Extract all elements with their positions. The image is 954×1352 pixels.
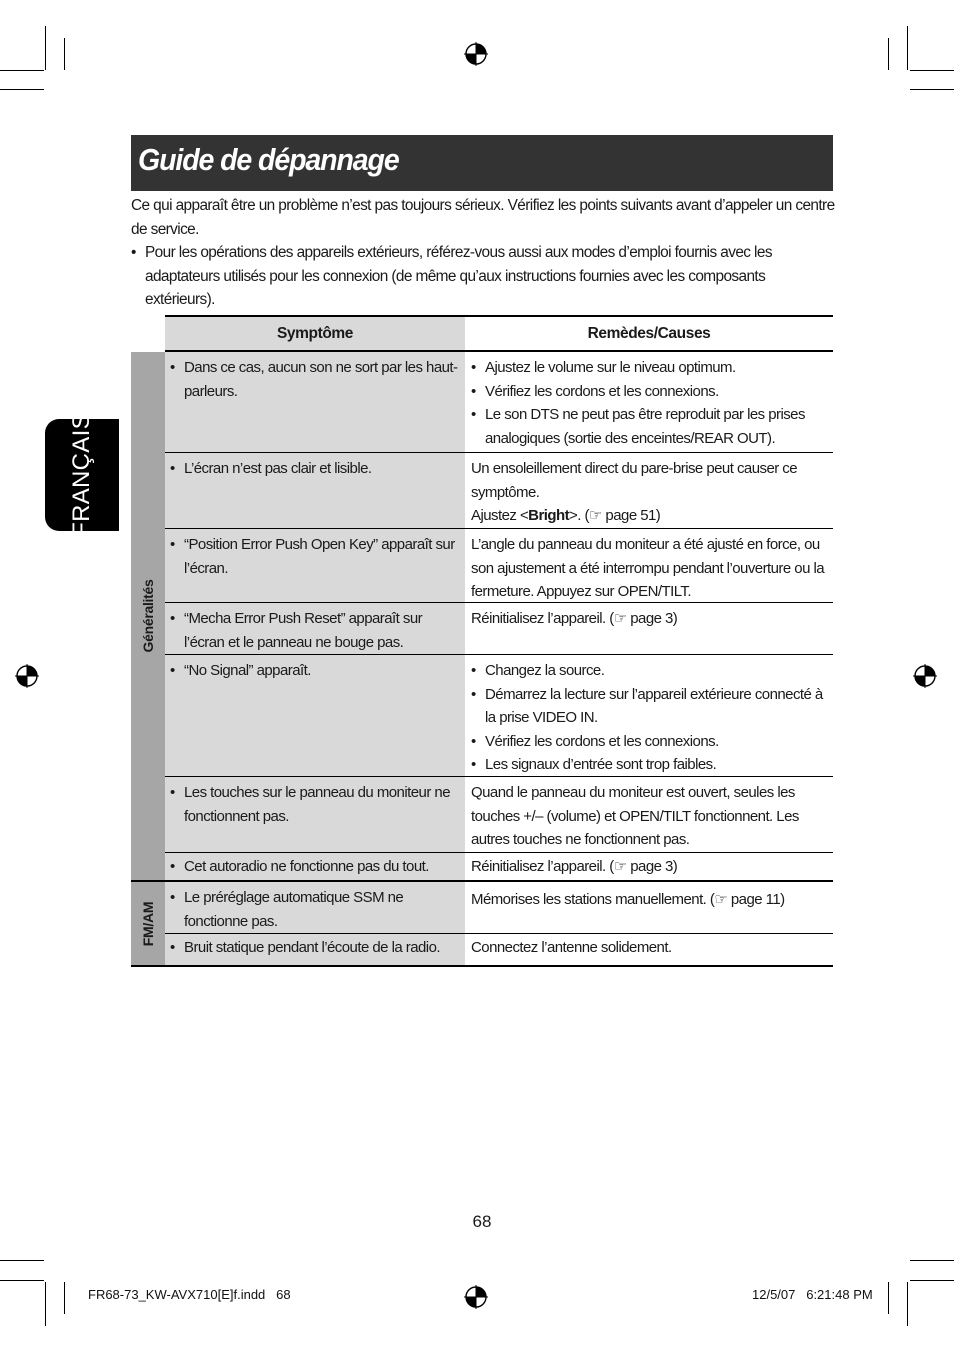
symptom-cell: • “Position Error Push Open Key” apparaît sur l’écran. — [165, 529, 465, 602]
crop-mark — [0, 89, 44, 90]
group-generalites — [131, 352, 165, 880]
remedy-cell — [465, 853, 833, 880]
crop-mark — [45, 1282, 46, 1326]
list-item: • Démarrez la lecture sur l’appareil extérieure connecté à la prise VIDEO IN. — [471, 685, 823, 726]
symptom-cell: • Dans ce cas, aucun son ne sort par les haut-parleurs. — [165, 352, 465, 452]
symptom-cell: • Bruit statique pendant l’écoute de la radio. — [165, 934, 465, 965]
table-row — [165, 603, 833, 654]
crop-mark — [64, 38, 65, 70]
symptom-cell: • Les touches sur le panneau du moniteur ne fonctionnent pas. — [165, 777, 465, 852]
crop-mark — [0, 1280, 44, 1281]
crop-mark — [907, 26, 908, 70]
table-row — [165, 777, 833, 852]
crop-mark — [910, 89, 954, 90]
title-bar — [131, 135, 833, 191]
table-row — [165, 352, 833, 452]
symptom-cell: • Cet autoradio ne fonctionne pas du tout. — [165, 853, 465, 880]
remedy-cell — [465, 882, 833, 933]
remedy-text: L’angle du panneau du moniteur a été ajusté en force, ou son ajustement a été interrompu pendant l’ouverture ou la fermeture. Appuyez sur OPEN/TILT. — [471, 536, 825, 600]
page-title: Guide de dépannage — [138, 142, 399, 177]
list-item: • Les signaux d’entrée sont trop faibles. — [471, 756, 717, 773]
symptom-cell: • “No Signal” apparaît. — [165, 655, 465, 776]
table-bottom-border — [131, 965, 833, 967]
crop-mark — [888, 1282, 889, 1314]
list-item: • Changez la source. — [471, 662, 605, 679]
table-row — [165, 453, 833, 528]
symptom-text: “No Signal” apparaît. — [184, 662, 311, 679]
remedy-text: Quand le panneau du moniteur est ouvert, seules les touches +/– (volume) et OPEN/TILT fonctionnent. Les autres touches ne fonctionnent pas. — [471, 784, 799, 848]
remedy-text: Mémorises les stations manuellement. (☞ page 11) — [471, 891, 785, 908]
crop-mark — [0, 70, 44, 71]
remedy-text: Un ensoleillement direct du pare-brise peut causer ce symptôme. — [471, 460, 798, 501]
registration-mark-icon — [913, 664, 937, 688]
header-remedy: Remèdes/Causes — [465, 315, 833, 352]
symptom-cell: • Le préréglage automatique SSM ne fonctionne pas. — [165, 882, 465, 933]
bullet-dot: • — [131, 244, 136, 261]
crop-mark — [888, 38, 889, 70]
intro-bullet-text: Pour les opérations des appareils extérieurs, référez-vous aussi aux modes d’emploi fournis avec les adaptateurs utilisés pour les connexion (de même qu’aux instructions fournies avec les composants extérieurs). — [145, 244, 772, 308]
crop-mark — [910, 70, 954, 71]
crop-mark — [910, 1280, 954, 1281]
symptom-cell: • “Mecha Error Push Reset” apparaît sur l’écran et le panneau ne bouge pas. — [165, 603, 465, 654]
symptom-text: Cet autoradio ne fonctionne pas du tout. — [184, 858, 429, 875]
intro-bullet — [131, 241, 837, 312]
remedy-cell — [465, 777, 833, 852]
footer-timestamp: 12/5/07 6:21:48 PM — [752, 1287, 873, 1302]
remedy-cell — [465, 453, 833, 528]
registration-mark-icon — [15, 664, 39, 688]
table-row — [165, 934, 833, 965]
table-row — [165, 529, 833, 602]
group-label: FM/AM — [140, 901, 156, 946]
list-item: • Ajustez le volume sur le niveau optimum. — [471, 359, 736, 376]
group-label: Généralités — [140, 579, 156, 653]
crop-mark — [45, 26, 46, 70]
list-item: • Vérifiez les cordons et les connexions. — [471, 382, 719, 400]
language-tab — [45, 413, 119, 537]
footer-filename: FR68-73_KW-AVX710[E]f.indd 68 — [88, 1287, 291, 1302]
list-item: • Le son DTS ne peut pas être reproduit par les prises analogiques (sortie des enceintes/REAR OUT). — [471, 406, 805, 447]
registration-mark-icon — [464, 1285, 488, 1309]
symptom-text: Bruit statique pendant l’écoute de la radio. — [184, 939, 440, 956]
remedy-cell — [465, 603, 833, 654]
page-number: 68 — [472, 1212, 492, 1231]
symptom-text: Les touches sur le panneau du moniteur ne fonctionnent pas. — [184, 784, 450, 825]
table-row — [165, 882, 833, 933]
remedy-cell — [465, 934, 833, 965]
remedy-cell — [465, 352, 833, 452]
remedy-text: Réinitialisez l’appareil. (☞ page 3) — [471, 610, 678, 627]
symptom-text: L’écran n’est pas clair et lisible. — [184, 460, 372, 477]
list-item: • Vérifiez les cordons et les connexions. — [471, 732, 719, 750]
crop-mark — [0, 1260, 44, 1261]
header-symptom: Symptôme — [165, 315, 465, 352]
symptom-text: Dans ce cas, aucun son ne sort par les haut-parleurs. — [184, 359, 458, 400]
remedy-cell — [465, 655, 833, 776]
crop-mark — [907, 1282, 908, 1326]
symptom-cell: • L’écran n’est pas clair et lisible. — [165, 453, 465, 528]
symptom-text: Le préréglage automatique SSM ne fonctionne pas. — [184, 889, 404, 930]
table-row — [165, 655, 833, 776]
symptom-text: “Mecha Error Push Reset” apparaît sur l’écran et le panneau ne bouge pas. — [184, 610, 423, 651]
intro-paragraph: Ce qui apparaît être un problème n’est pas toujours sérieux. Vérifiez les points suivants avant d’appeler un centre de service. — [131, 197, 835, 238]
symptom-text: “Position Error Push Open Key” apparaît sur l’écran. — [184, 536, 455, 577]
group-fm-am — [131, 882, 165, 965]
remedy-cell — [465, 529, 833, 602]
intro — [131, 194, 837, 312]
language-tab-label: FRANÇAIS — [68, 413, 95, 537]
remedy-text: Connectez l’antenne solidement. — [471, 939, 672, 956]
registration-mark-icon — [464, 42, 488, 66]
remedy-text: Réinitialisez l’appareil. (☞ page 3) — [471, 858, 678, 875]
crop-mark — [64, 1282, 65, 1314]
table-row — [165, 853, 833, 880]
remedy-text: Ajustez <Bright>. (☞ page 51) — [471, 507, 661, 524]
crop-mark — [910, 1260, 954, 1261]
